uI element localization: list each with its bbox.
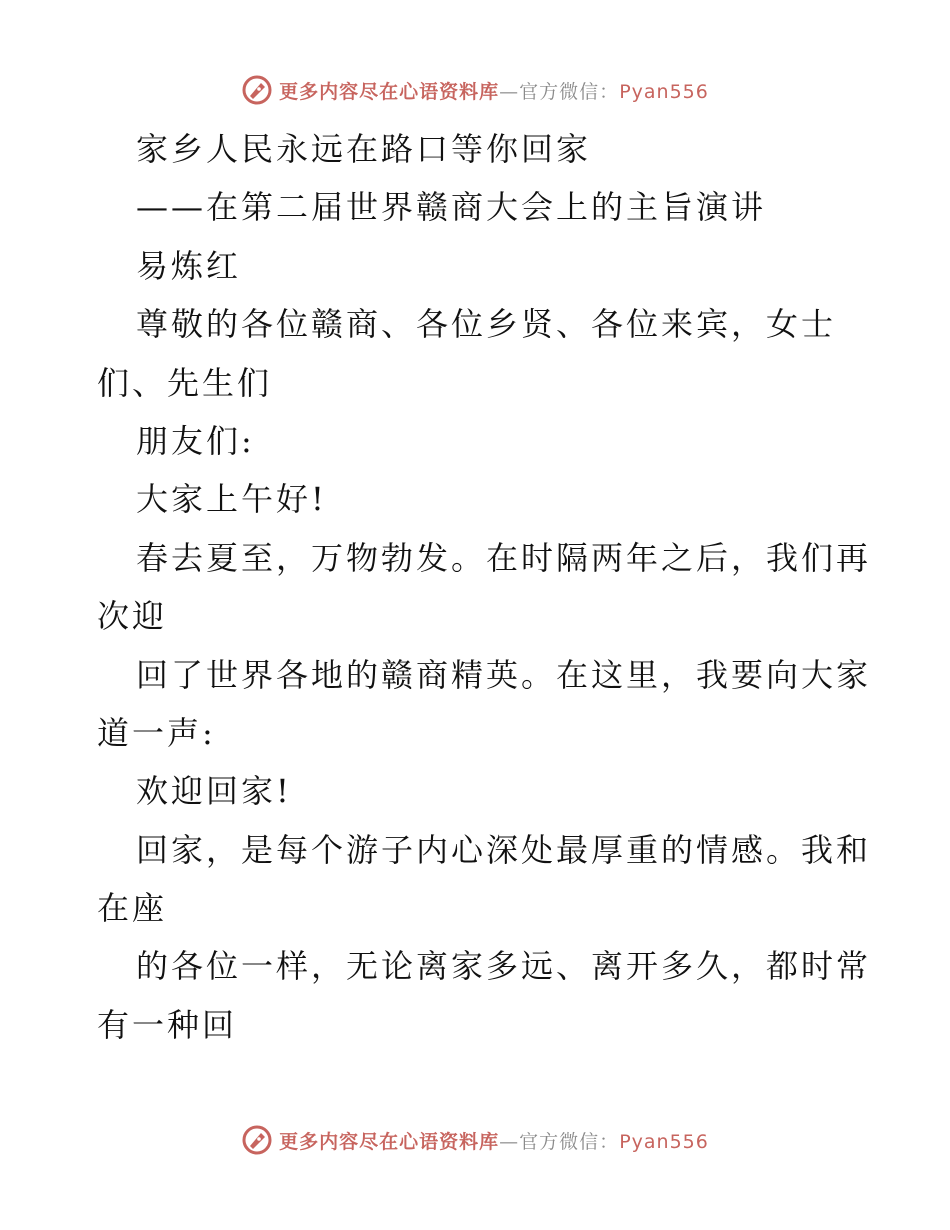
footer-banner	[0, 1120, 950, 1160]
banner-wechat-id: Pyan556	[619, 80, 709, 103]
text-line: 回家，是每个游子内心深处最厚重的情感。我和	[136, 830, 872, 869]
text-line: 在座	[97, 889, 168, 928]
banner-text	[279, 77, 709, 104]
text-line: 易炼红	[136, 246, 242, 285]
banner-dash: —	[499, 80, 520, 103]
text-line: 的各位一样，无论离家多远、离开多久，都时常	[136, 947, 872, 986]
banner-wechat-label: 官方微信：	[519, 80, 620, 103]
text-line: 欢迎回家!	[136, 772, 292, 811]
text-line: 们、先生们	[97, 363, 273, 402]
banner-text	[279, 1127, 709, 1154]
pen-nib-logo-icon	[241, 1124, 273, 1156]
pen-nib-logo-icon	[241, 74, 273, 106]
text-line: 春去夏至，万物勃发。在时隔两年之后，我们再	[136, 538, 872, 577]
text-line: 回了世界各地的赣商精英。在这里，我要向大家	[136, 655, 872, 694]
text-line: 朋友们:	[136, 421, 255, 460]
text-line: 尊敬的各位赣商、各位乡贤、各位来宾，女士	[136, 305, 837, 344]
text-line: 有一种回	[97, 1005, 238, 1044]
banner-dash: —	[499, 1130, 520, 1153]
document-body	[97, 120, 872, 1054]
banner-slogan: 更多内容尽在心语资料库	[279, 1130, 500, 1153]
text-line: 大家上午好!	[136, 480, 327, 519]
text-line: 家乡人民永远在路口等你回家	[136, 130, 592, 168]
text-line: ——在第二届世界赣商大会上的主旨演讲	[136, 188, 767, 227]
header-banner	[0, 70, 950, 110]
text-line: 次迎	[97, 597, 168, 636]
text-line: 道一声:	[97, 713, 216, 752]
banner-wechat-label: 官方微信：	[519, 1130, 620, 1153]
banner-slogan: 更多内容尽在心语资料库	[279, 80, 500, 103]
banner-wechat-id: Pyan556	[619, 1130, 709, 1153]
